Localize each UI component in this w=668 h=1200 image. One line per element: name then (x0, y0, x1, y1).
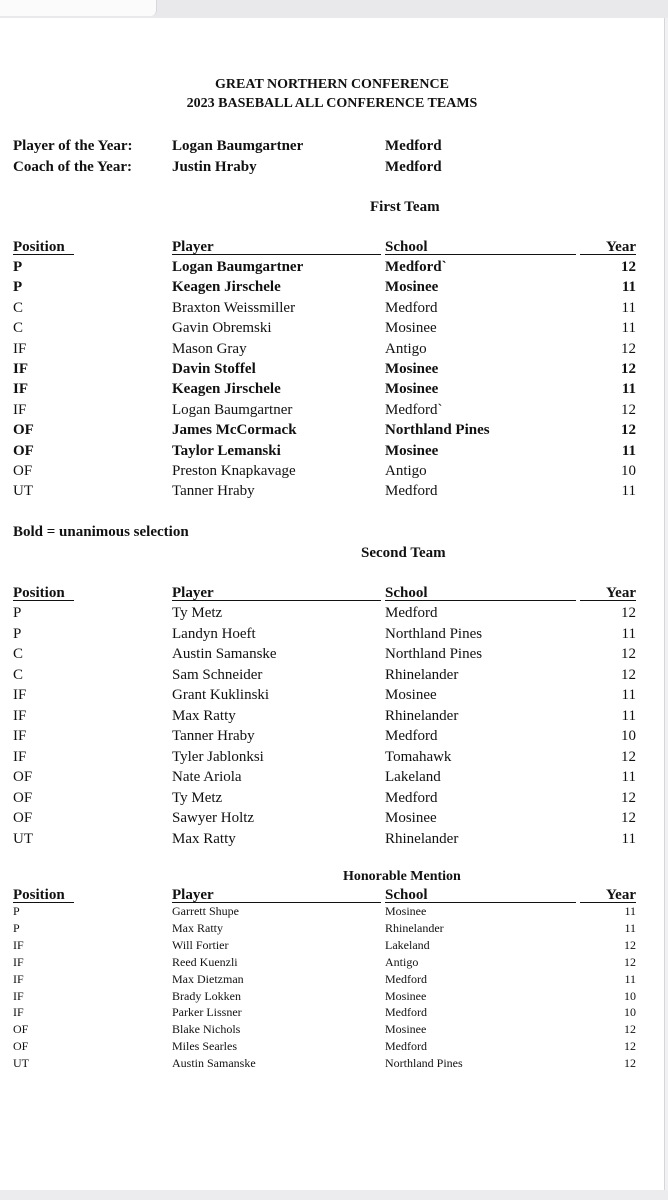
unanimous-note: Bold = unanimous selection (13, 524, 189, 540)
school-cell: Mosinee (385, 361, 439, 377)
school-cell: Medford (385, 971, 427, 986)
position-cell: C (13, 646, 24, 662)
player-cell: Sam Schneider (172, 666, 263, 683)
position-cell: OF (13, 1039, 29, 1054)
year-cell: 12 (621, 789, 636, 806)
school-cell: Rhinelander (385, 920, 444, 935)
player-cell: Parker Lissner (172, 1005, 242, 1020)
column-header-player: Player (172, 585, 214, 601)
column-header-school: School (385, 585, 428, 601)
position-cell: UT (13, 483, 33, 500)
position-cell: OF (13, 442, 34, 459)
year-cell: 12 (624, 1022, 636, 1037)
position-cell: C (13, 666, 24, 683)
coach-of-year-name: Justin Hraby (172, 159, 257, 175)
player-cell: Preston Knapkavage (172, 463, 296, 479)
player-cell: Max Ratty (172, 920, 223, 935)
position-cell: IF (13, 707, 27, 724)
school-cell: Medford` (385, 259, 447, 275)
header-underline (580, 600, 636, 601)
column-header-year: Year (606, 887, 636, 903)
school-cell: Northland Pines (385, 1056, 463, 1071)
header-underline (13, 600, 74, 601)
position-cell: IF (13, 401, 27, 418)
document-page (0, 18, 665, 1190)
position-cell: IF (13, 687, 27, 703)
player-cell: Austin Samanske (172, 646, 277, 662)
year-cell: 12 (621, 810, 636, 826)
viewer-tab[interactable] (0, 0, 157, 16)
position-cell: IF (13, 340, 27, 357)
document-title: 2023 BASEBALL ALL CONFERENCE TEAMS (186, 96, 478, 111)
year-cell: 11 (621, 830, 636, 847)
year-cell: 10 (621, 463, 636, 479)
player-cell: Grant Kuklinski (172, 687, 270, 703)
school-cell: Medford (385, 605, 438, 621)
position-cell: OF (13, 769, 33, 785)
header-underline (385, 600, 576, 601)
player-cell: Keagen Jirschele (172, 381, 281, 398)
player-cell: James McCormack (172, 422, 297, 439)
column-header-position: Position (13, 887, 65, 903)
player-cell: Max Dietzman (172, 971, 244, 986)
position-cell: C (13, 299, 24, 316)
year-cell: 11 (621, 769, 636, 785)
player-of-year-name: Logan Baumgartner (172, 138, 304, 154)
player-cell: Taylor Lemanski (172, 442, 281, 459)
school-cell: Mosinee (385, 904, 427, 918)
school-cell: Mosinee (385, 381, 439, 398)
year-cell: 11 (624, 971, 636, 986)
school-cell: Medford (385, 1039, 427, 1054)
year-cell: 12 (621, 748, 636, 765)
player-cell: Max Ratty (172, 707, 236, 724)
player-cell: Tanner Hraby (172, 728, 255, 744)
player-of-year-label: Player of the Year: (13, 138, 133, 154)
year-cell: 11 (624, 920, 636, 935)
position-cell: OF (13, 789, 33, 806)
player-cell: Garrett Shupe (172, 904, 239, 918)
school-cell: Medford` (385, 401, 443, 418)
position-cell: IF (13, 1005, 24, 1020)
player-cell: Logan Baumgartner (172, 401, 293, 418)
year-cell: 12 (624, 1056, 636, 1071)
school-cell: Rhinelander (385, 666, 459, 683)
player-of-year-school: Medford (385, 138, 442, 154)
year-cell: 11 (621, 707, 636, 724)
year-cell: 11 (621, 483, 636, 500)
year-cell: 11 (621, 381, 636, 398)
position-cell: P (13, 920, 20, 935)
position-cell: P (13, 625, 22, 642)
year-cell: 11 (621, 320, 636, 337)
viewer-top-bar (0, 0, 668, 18)
player-cell: Tyler Jablonksi (172, 748, 264, 765)
header-underline (580, 254, 636, 255)
school-cell: Rhinelander (385, 830, 459, 847)
player-cell: Ty Metz (172, 605, 223, 621)
position-cell: C (13, 320, 24, 337)
column-header-position: Position (13, 239, 65, 255)
school-cell: Medford (385, 483, 438, 500)
school-cell: Northland Pines (385, 625, 483, 642)
year-cell: 12 (624, 937, 636, 952)
player-cell: Miles Searles (172, 1039, 237, 1054)
school-cell: Northland Pines (385, 646, 483, 662)
school-cell: Mosinee (385, 320, 437, 337)
year-cell: 10 (621, 728, 636, 744)
school-cell: Medford (385, 299, 438, 316)
year-cell: 12 (624, 1039, 636, 1054)
school-cell: Mosinee (385, 687, 437, 703)
player-cell: Landyn Hoeft (172, 625, 256, 642)
school-cell: Tomahawk (385, 748, 452, 765)
position-cell: IF (13, 954, 24, 969)
year-cell: 12 (621, 666, 636, 683)
column-header-position: Position (13, 585, 65, 601)
position-cell: UT (13, 830, 33, 847)
column-header-player: Player (172, 887, 214, 903)
position-cell: OF (13, 1022, 29, 1037)
school-cell: Medford (385, 789, 438, 806)
column-header-year: Year (606, 585, 636, 601)
position-cell: IF (13, 971, 24, 986)
player-cell: Nate Ariola (172, 769, 242, 785)
position-cell: IF (13, 361, 28, 377)
header-underline (13, 902, 74, 903)
year-cell: 11 (621, 625, 636, 642)
position-cell: IF (13, 728, 27, 744)
position-cell: OF (13, 810, 33, 826)
year-cell: 12 (621, 361, 636, 377)
school-cell: Mosinee (385, 810, 437, 826)
position-cell: P (13, 904, 20, 918)
year-cell: 11 (621, 299, 636, 316)
viewer-bottom-bar (0, 1190, 668, 1200)
player-cell: Ty Metz (172, 789, 223, 806)
player-cell: Brady Lokken (172, 988, 241, 1003)
year-cell: 12 (621, 340, 636, 357)
column-header-year: Year (606, 239, 636, 255)
position-cell: UT (13, 1056, 29, 1071)
school-cell: Northland Pines (385, 422, 490, 439)
position-cell: IF (13, 988, 24, 1003)
year-cell: 11 (621, 687, 636, 703)
year-cell: 12 (624, 954, 636, 969)
year-cell: 10 (624, 1005, 636, 1020)
year-cell: 12 (621, 259, 636, 275)
year-cell: 12 (621, 605, 636, 621)
player-cell: Braxton Weissmiller (172, 299, 296, 316)
school-cell: Lakeland (385, 769, 441, 785)
player-cell: Davin Stoffel (172, 361, 256, 377)
column-header-school: School (385, 239, 428, 255)
year-cell: 12 (621, 646, 636, 662)
player-cell: Will Fortier (172, 937, 229, 952)
school-cell: Antigo (385, 463, 427, 479)
year-cell: 11 (621, 442, 636, 459)
player-cell: Sawyer Holtz (172, 810, 255, 826)
school-cell: Rhinelander (385, 707, 459, 724)
school-cell: Antigo (385, 340, 427, 357)
column-header-player: Player (172, 239, 214, 255)
player-cell: Logan Baumgartner (172, 259, 304, 275)
school-cell: Medford (385, 728, 438, 744)
conference-title: GREAT NORTHERN CONFERENCE (215, 77, 449, 92)
year-cell: 11 (621, 279, 636, 296)
header-underline (385, 254, 576, 255)
position-cell: IF (13, 381, 28, 398)
position-cell: OF (13, 463, 33, 479)
player-cell: Reed Kuenzli (172, 954, 238, 969)
column-header-school: School (385, 887, 428, 903)
second-team-title: Second Team (361, 545, 446, 561)
school-cell: Mosinee (385, 988, 427, 1003)
honorable-mention-title: Honorable Mention (343, 869, 461, 884)
year-cell: 12 (621, 401, 636, 418)
first-team-title: First Team (370, 199, 440, 215)
coach-of-year-label: Coach of the Year: (13, 159, 132, 175)
school-cell: Mosinee (385, 442, 439, 459)
year-cell: 12 (621, 422, 636, 439)
position-cell: P (13, 259, 23, 275)
player-cell: Mason Gray (172, 340, 247, 357)
player-cell: Blake Nichols (172, 1022, 241, 1037)
year-cell: 10 (624, 988, 636, 1003)
year-cell: 11 (624, 904, 636, 918)
school-cell: Mosinee (385, 1022, 427, 1037)
position-cell: OF (13, 422, 34, 439)
position-cell: IF (13, 937, 24, 952)
position-cell: IF (13, 748, 27, 765)
header-underline (13, 254, 74, 255)
player-cell: Keagen Jirschele (172, 279, 281, 296)
school-cell: Mosinee (385, 279, 439, 296)
header-underline (172, 600, 381, 601)
school-cell: Lakeland (385, 937, 430, 952)
coach-of-year-school: Medford (385, 159, 442, 175)
school-cell: Antigo (385, 954, 419, 969)
position-cell: P (13, 279, 23, 296)
school-cell: Medford (385, 1005, 427, 1020)
player-cell: Max Ratty (172, 830, 236, 847)
player-cell: Tanner Hraby (172, 483, 255, 500)
header-underline (172, 254, 381, 255)
player-cell: Austin Samanske (172, 1056, 256, 1071)
position-cell: P (13, 605, 22, 621)
player-cell: Gavin Obremski (172, 320, 272, 337)
